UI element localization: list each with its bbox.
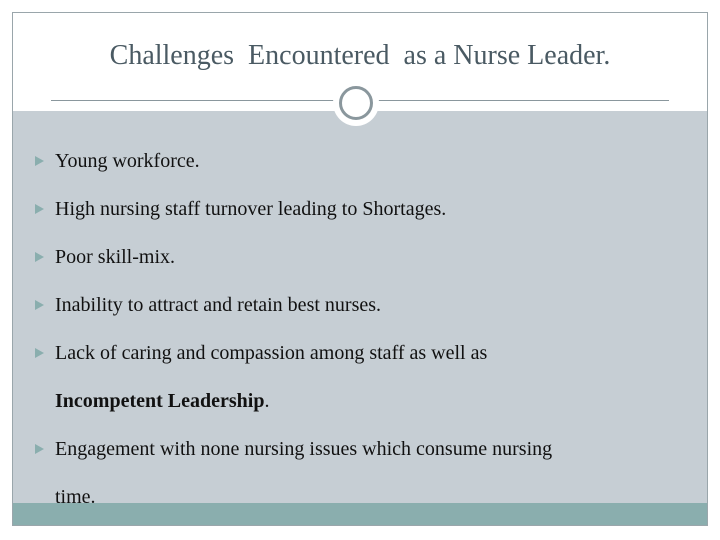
- bullet-bold-text: Incompetent Leadership: [55, 390, 265, 412]
- bullet-text: time.: [55, 486, 96, 508]
- slide-title: Challenges Encountered as a Nurse Leader.: [109, 40, 611, 71]
- bullet-continuation: [35, 473, 685, 521]
- bullet-item: [35, 137, 685, 185]
- bullet-text: Engagement with none nursing issues which consume nursing: [55, 438, 553, 460]
- bullet-item: [35, 425, 685, 473]
- arrow-bullet-icon: [35, 252, 44, 262]
- arrow-bullet-icon: [35, 348, 44, 358]
- bullet-item: [35, 185, 685, 233]
- bullet-text: Young workforce.: [55, 150, 200, 172]
- bullet-item: [35, 233, 685, 281]
- ring-shape: [339, 86, 373, 120]
- bullet-text: Inability to attract and retain best nurses.: [55, 294, 382, 316]
- bullet-item: [35, 281, 685, 329]
- bullet-item: [35, 329, 685, 377]
- bullet-continuation: [35, 377, 685, 425]
- bullet-text: Poor skill-mix.: [55, 246, 176, 268]
- bullet-text: High nursing staff turnover leading to Shortages.: [55, 198, 447, 220]
- arrow-bullet-icon: [35, 204, 44, 214]
- bullet-list: [35, 137, 685, 521]
- arrow-bullet-icon: [35, 156, 44, 166]
- arrow-bullet-icon: [35, 444, 44, 454]
- circle-ring-icon: [333, 80, 379, 126]
- arrow-bullet-icon: [35, 300, 44, 310]
- bullet-text: .: [264, 390, 270, 412]
- bullet-text: Lack of caring and compassion among staff as well as: [55, 342, 488, 364]
- slide: [12, 12, 708, 526]
